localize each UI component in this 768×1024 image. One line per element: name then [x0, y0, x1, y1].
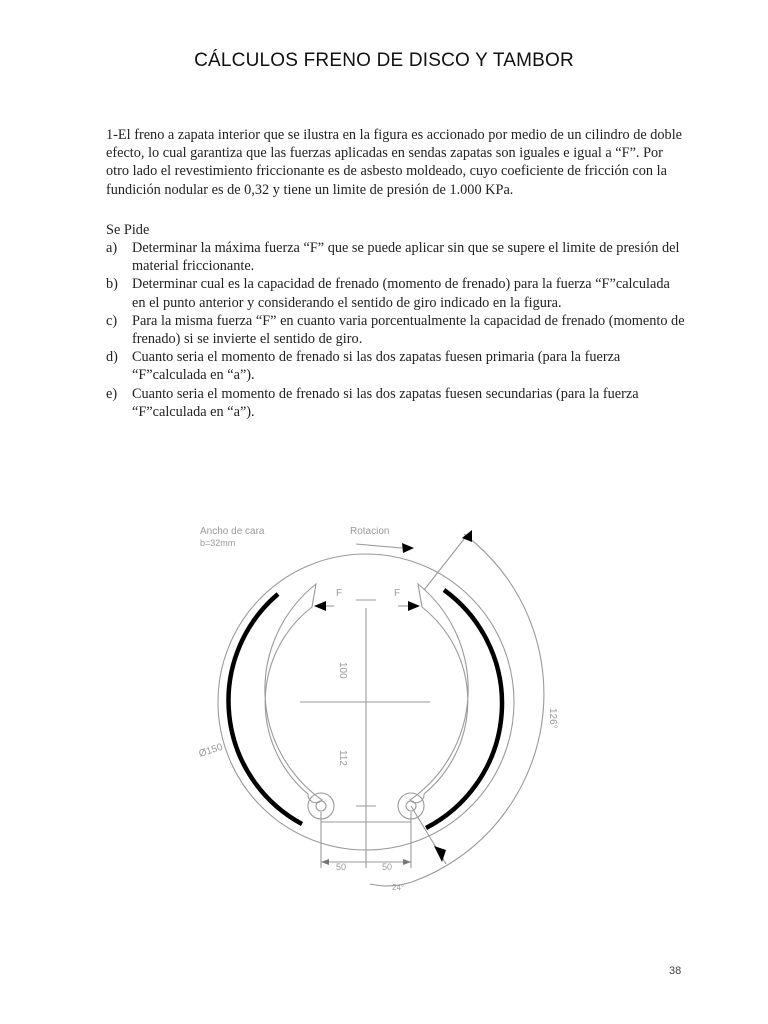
diameter-label: Ø150 [197, 741, 225, 760]
question-list [106, 239, 686, 421]
rotation-label: Rotacion [350, 526, 390, 537]
question-letter: e) [106, 385, 118, 402]
force-left-arrowhead [314, 601, 326, 611]
angle-arc-large [412, 534, 544, 882]
rotation-arrow-line [356, 544, 402, 548]
question-letter: a) [106, 240, 118, 257]
right-lining [426, 590, 502, 828]
pin-dim-right-label: 50 [382, 862, 393, 872]
dim-lower-label: 112 [337, 750, 348, 766]
question-text: Determinar cual es la capacidad de frenado (momento de frenado) para la fuerza “F”calculada en el punto anterior y considerando el sentido de giro indicado en la figura. [132, 276, 670, 311]
ask-heading: Se Pide [106, 221, 150, 238]
force-left-label: F [336, 588, 343, 599]
question-letter: d) [106, 349, 118, 366]
angle-arc-small [370, 882, 412, 886]
question-text: Determinar la máxima fuerza “F” que se puede aplicar sin que se supere el limite de presión del material friccionante. [132, 240, 680, 275]
question-item-e [106, 385, 686, 421]
question-letter: c) [106, 312, 118, 329]
force-right-label: F [394, 588, 401, 599]
question-item-c [106, 312, 686, 348]
question-text: Para la misma fuerza “F” en cuanto varia porcentualmente la capacidad de frenado (momento de frenado) si se invierte el sentido de giro. [132, 312, 685, 348]
right-shoe-outline [410, 584, 468, 803]
problem-statement: 1-El freno a zapata interior que se ilustra en la figura es accionado por medio de un cilindro de doble efecto, lo cual garantiza que las fuerzas aplicadas en sendas zapatas son iguales e igual a “F”. Por otro lado el revestimiento friccionante es de asbesto moldeado, cuyo coeficiente de fricción con la fundición nodular es de 0,32 y tiene un limite de presión de 1.000 KPa. [106, 127, 683, 198]
page-number: 38 [669, 965, 682, 977]
angle-arrowhead-bottom [434, 846, 446, 862]
angle-small-label: 24° [392, 883, 405, 892]
question-item-d [106, 348, 686, 384]
left-shoe-outline [265, 584, 322, 803]
page-title: CÁLCULOS FRENO DE DISCO Y TAMBOR [194, 50, 574, 71]
question-item-a [106, 239, 686, 275]
rotation-arrowhead [402, 543, 414, 553]
question-text: Cuanto seria el momento de frenado si las dos zapatas fuesen secundarias (para la fuerza “F”calculada en “a”). [132, 385, 639, 420]
brake-diagram [180, 512, 580, 892]
face-width-label-1: Ancho de cara [200, 526, 265, 537]
pin-dim-arrowhead-left [321, 859, 329, 865]
dim-upper-label: 100 [337, 662, 348, 679]
left-pin-hole [316, 801, 326, 811]
angle-leader-top [424, 534, 468, 590]
question-text: Cuanto seria el momento de frenado si las dos zapatas fuesen primaria (para la fuerza “F”calculada en “a”). [132, 349, 621, 384]
pin-dim-arrowhead-right [403, 859, 411, 865]
pin-dim-left-label: 50 [336, 862, 347, 872]
question-item-b [106, 275, 686, 311]
question-letter: b) [106, 276, 118, 293]
problem-block [106, 126, 686, 421]
face-width-label-2: b=32mm [200, 538, 236, 548]
angle-large-label: 126° [547, 708, 558, 729]
force-right-arrowhead [408, 601, 420, 611]
